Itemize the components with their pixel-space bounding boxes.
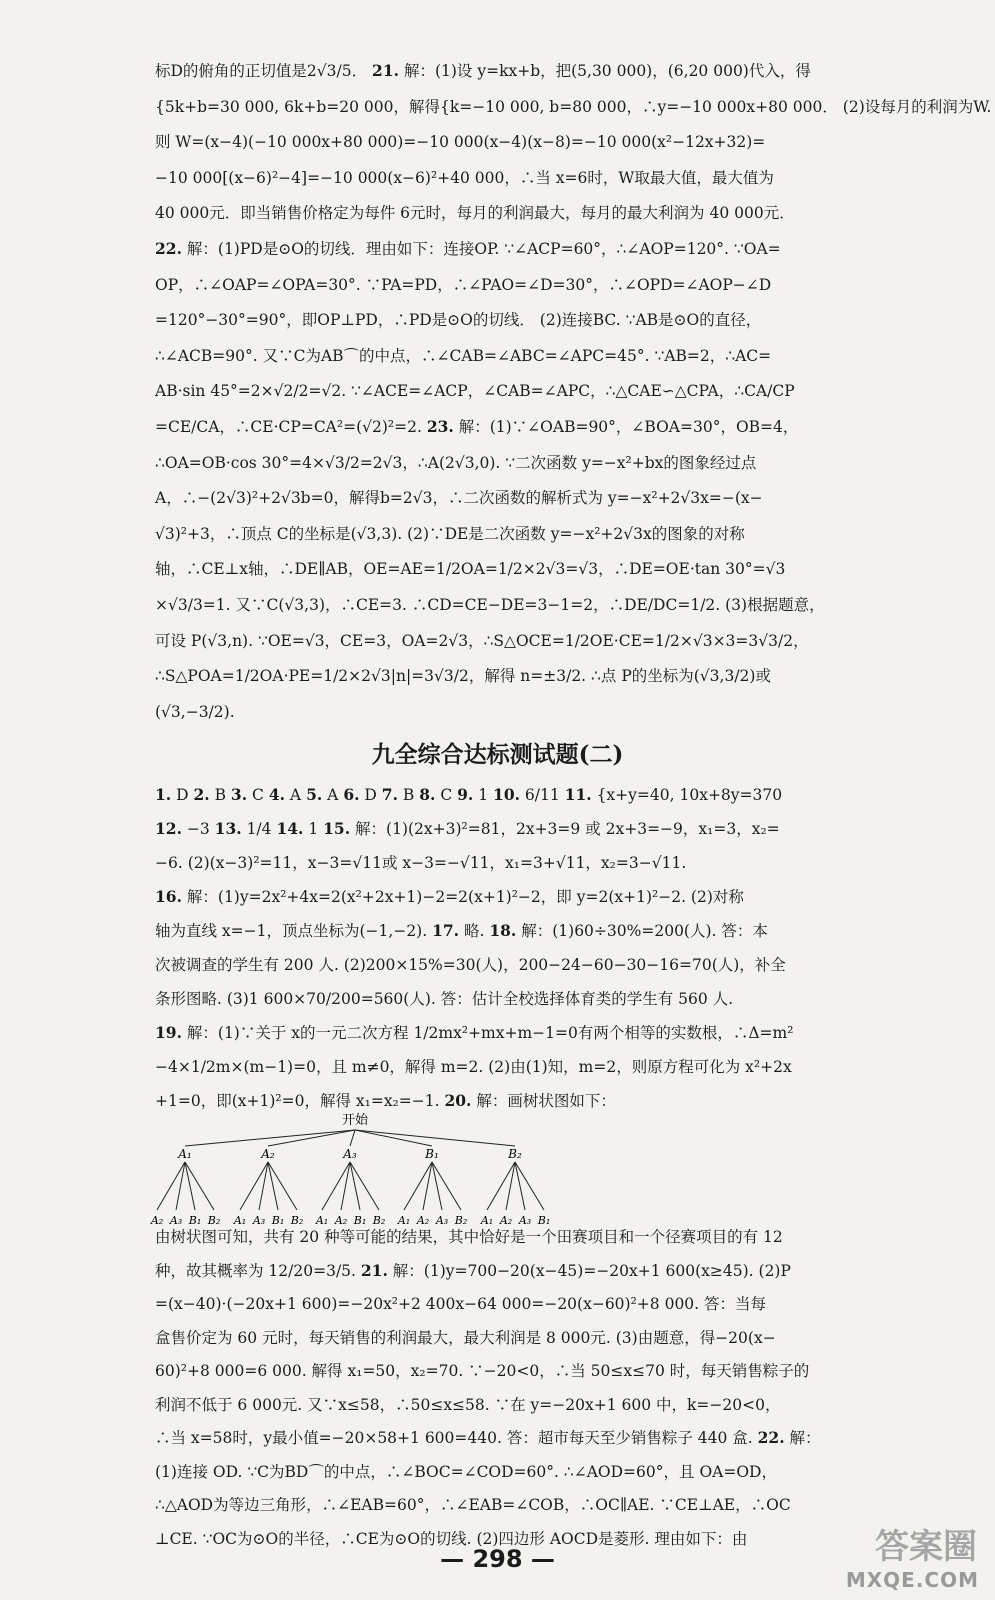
tree-node: A₂ — [261, 1147, 275, 1161]
text-line: 则 W=(x−4)(−10 000x+80 000)=−10 000(x−4)(x−8)=−10 000(x²−12x+32)= — [155, 133, 766, 152]
tree-branch — [515, 1162, 544, 1210]
text-line: 次被调查的学生有 200 人. (2)200×15%=30(人)，200−24−60−30−16=70(人)，补全 — [155, 956, 786, 974]
text-line: 条形图略. (3)1 600×70/200=560(人). 答：估计全校选择体育类的学生有 560 人. — [155, 990, 734, 1008]
tree-leaf: B₁ — [353, 1214, 367, 1227]
tree-root: 开始 — [341, 1113, 369, 1128]
watermark-logo: 答案圈 — [875, 1527, 977, 1567]
tree-leaf: A₁ — [233, 1214, 247, 1227]
tree-branch — [515, 1162, 525, 1210]
tree-branch — [350, 1130, 355, 1146]
tree-node: B₂ — [508, 1147, 522, 1161]
text-line: 22. 解：(1)PD是⊙O的切线．理由如下：连接OP. ∵∠ACP=60°，∴∠AOP=120°. ∵OA= — [155, 239, 781, 258]
tree-branch — [432, 1162, 461, 1210]
text-line: +1=0，即(x+1)²=0，解得 x₁=x₂=−1. 20. 解：画树状图如下： — [155, 1091, 616, 1110]
tree-leaf: A₂ — [334, 1214, 348, 1227]
text-line: 利润不低于 6 000元. 又∵x≤58，∴50≤x≤58. ∵在 y=−20x+1 600 中，k=−20<0， — [155, 1395, 781, 1414]
text-line: ∴当 x=58时，y最小值=−20×58+1 600=440. 答：超市每天至少销售粽子 440 盒. 22. 解： — [155, 1428, 821, 1447]
text-line: −4×1/2m×(m−1)=0，且 m≠0，解得 m=2. (2)由(1)知，m=2，则原方程可化为 x²+2x — [155, 1058, 792, 1076]
tree-branch — [350, 1162, 379, 1210]
text-line: 19. 解：(1)∵关于 x的一元二次方程 1/2mx²+mx+m−1=0有两个相等的实数根，∴Δ=m² — [155, 1023, 794, 1042]
tree-leaf: A₃ — [252, 1214, 266, 1227]
text-line: 可设 P(√3,n). ∵OE=√3，CE=3，OA=2√3，∴S△OCE=1/2OE·CE=1/2×√3×3=3√3/2， — [155, 631, 809, 650]
tree-node: A₃ — [343, 1147, 357, 1161]
tree-leaf: A₂ — [499, 1214, 513, 1227]
text-line: =(x−40)·(−20x+1 600)=−20x²+2 400x−64 000=−20(x−60)²+8 000. 答：当每 — [155, 1295, 767, 1313]
tree-branch — [355, 1130, 432, 1146]
text-line: AB·sin 45°=2×√2/2=√2. ∵∠ACE=∠ACP，∠CAB=∠APC，∴△CAE∽△CPA，∴CA/CP — [155, 382, 795, 401]
text-line: {5k+b=30 000, 6k+b=20 000，解得{k=−10 000, b=80 000，∴y=−10 000x+80 000． (2)设每月的利润为W. — [155, 97, 992, 116]
watermark-url: MXQE.COM — [845, 1568, 979, 1592]
text-line: A，∴−(2√3)²+2√3b=0，解得b=2√3，∴二次函数的解析式为 y=−x²+2√3x=−(x− — [155, 489, 763, 508]
text-line: 轴为直线 x=−1，顶点坐标为(−1,−2). 17. 略. 18. 解：(1)60÷30%=200(人). 答：本 — [155, 921, 768, 940]
text-line: 60)²+8 000=6 000. 解得 x₁=50，x₂=70. ∵−20<0，∴当 50≤x≤70 时，每天销售粽子的 — [155, 1362, 810, 1380]
text-line: OP，∴∠OAP=∠OPA=30°. ∵PA=PD，∴∠PAO=∠D=30°，∴∠OPD=∠AOP−∠D — [155, 275, 772, 294]
text-line: (√3,−3/2). — [155, 702, 235, 721]
tree-branch — [432, 1162, 442, 1210]
tree-branch — [185, 1162, 195, 1210]
text-line: √3)²+3，∴顶点 C的坐标是(√3,3). (2)∵DE是二次函数 y=−x²+2√3x的图象的对称 — [155, 524, 745, 543]
tree-leaf: B₁ — [188, 1214, 202, 1227]
tree-leaf: B₂ — [372, 1214, 386, 1227]
text-line: =CE/CA，∴CE·CP=CA²=(√2)²=2. 23. 解：(1)∵∠OAB=90°，∠BOA=30°，OB=4， — [155, 417, 799, 436]
text-line: 盒售价定为 60 元时，每天销售的利润最大，最大利润是 8 000元. (3)由题意，得−20(x− — [155, 1328, 776, 1347]
section-title: 九全综合达标测试题(二) — [371, 741, 624, 768]
tree-branch — [268, 1162, 297, 1210]
tree-leaf: B₁ — [537, 1214, 551, 1227]
tree-node: A₁ — [178, 1147, 192, 1161]
text-line: 16. 解：(1)y=2x²+4x=2(x²+2x+1)−2=2(x+1)²−2，即 y=2(x+1)²−2. (2)对称 — [155, 887, 744, 906]
text-line: ×√3/3=1. 又∵C(√3,3)，∴CE=3. ∴CD=CE−DE=3−1=2，∴DE/DC=1/2. (3)根据题意， — [155, 596, 825, 614]
text-line: 40 000元．即当销售价格定为每件 6元时，每月的利润最大，每月的最大利润为 40 000元． — [155, 204, 795, 223]
tree-leaf: A₁ — [315, 1214, 329, 1227]
tree-leaf: B₂ — [290, 1214, 304, 1227]
tree-leaf: A₃ — [435, 1214, 449, 1227]
text-line: 1. D 2. B 3. C 4. A 5. A 6. D 7. B 8. C 9. 1 10. 6/11 11. {x+y=40, 10x+8y=370 — [155, 785, 783, 804]
tree-leaf: A₃ — [518, 1214, 532, 1227]
tree-branch — [185, 1162, 214, 1210]
text-line: 轴，∴CE⊥x轴，∴DE∥AB，OE=AE=1/2OA=1/2×2√3=√3，∴DE=OE·tan 30°=√3 — [155, 560, 786, 579]
text-line: (1)连接 OD. ∵C为BD⌒的中点，∴∠BOC=∠COD=60°. ∴∠AOD=60°，且 OA=OD， — [155, 1462, 777, 1481]
tree-leaf: B₂ — [207, 1214, 221, 1227]
tree-leaf: A₃ — [169, 1214, 183, 1227]
text-line: ∴△AOD为等边三角形，∴∠EAB=60°，∴∠EAB=∠COB，∴OC∥AE. ∵CE⊥AE，∴OC — [155, 1496, 791, 1514]
text-line: 由树状图可知，共有 20 种等可能的结果，其中恰好是一个田赛项目和一个径赛项目的有 12 — [155, 1228, 783, 1246]
text-line: ∴S△POA=1/2OA·PE=1/2×2√3|n|=3√3/2，解得 n=±3/2. ∴点 P的坐标为(√3,3/2)或 — [155, 667, 771, 686]
text-line: ∴∠ACB=90°. 又∵C为AB⌒的中点，∴∠CAB=∠ABC=∠APC=45°. ∵AB=2，∴AC= — [155, 346, 772, 365]
text-line: 标D的俯角的正切值是2√3/5． 21. 解：(1)设 y=kx+b，把(5,30 000)，(6,20 000)代入，得 — [155, 61, 811, 80]
tree-branch — [268, 1162, 278, 1210]
tree-diagram — [150, 1110, 570, 1228]
tree-leaf: A₂ — [150, 1214, 164, 1227]
text-line: ∴OA=OB·cos 30°=4×√3/2=2√3，∴A(2√3,0). ∵二次函数 y=−x²+bx的图象经过点 — [155, 453, 757, 472]
text-line: −6. (2)(x−3)²=11，x−3=√11或 x−3=−√11，x₁=3+√11，x₂=3−√11. — [155, 854, 687, 872]
text-line: ⊥CE. ∵OC为⊙O的半径，∴CE为⊙O的切线. (2)四边形 AOCD是菱形. 理由如下：由 — [155, 1529, 748, 1548]
tree-branch — [350, 1162, 360, 1210]
tree-leaf: B₂ — [454, 1214, 468, 1227]
page-number: — 298 — — [440, 1545, 555, 1573]
tree-leaf: A₁ — [480, 1214, 494, 1227]
text-line: −10 000[(x−6)²−4]=−10 000(x−6)²+40 000，∴当 x=6时，W取最大值，最大值为 — [155, 168, 774, 187]
tree-node: B₁ — [425, 1147, 439, 1161]
text-line: 种，故其概率为 12/20=3/5. 21. 解：(1)y=700−20(x−45)=−20x+1 600(x≥45). (2)P — [155, 1260, 791, 1280]
tree-leaf: B₁ — [271, 1214, 285, 1227]
tree-branch — [185, 1130, 355, 1146]
tree-leaf: A₁ — [397, 1214, 411, 1227]
tree-branch — [268, 1130, 355, 1146]
text-line: =120°−30°=90°，即OP⊥PD，∴PD是⊙O的切线． (2)连接BC. ∵AB是⊙O的直径， — [155, 311, 762, 330]
tree-branch — [355, 1130, 515, 1146]
text-line: 12. −3 13. 1/4 14. 1 15. 解：(1)(2x+3)²=81，2x+3=9 或 2x+3=−9，x₁=3，x₂= — [155, 819, 780, 838]
tree-leaf: A₂ — [416, 1214, 430, 1227]
